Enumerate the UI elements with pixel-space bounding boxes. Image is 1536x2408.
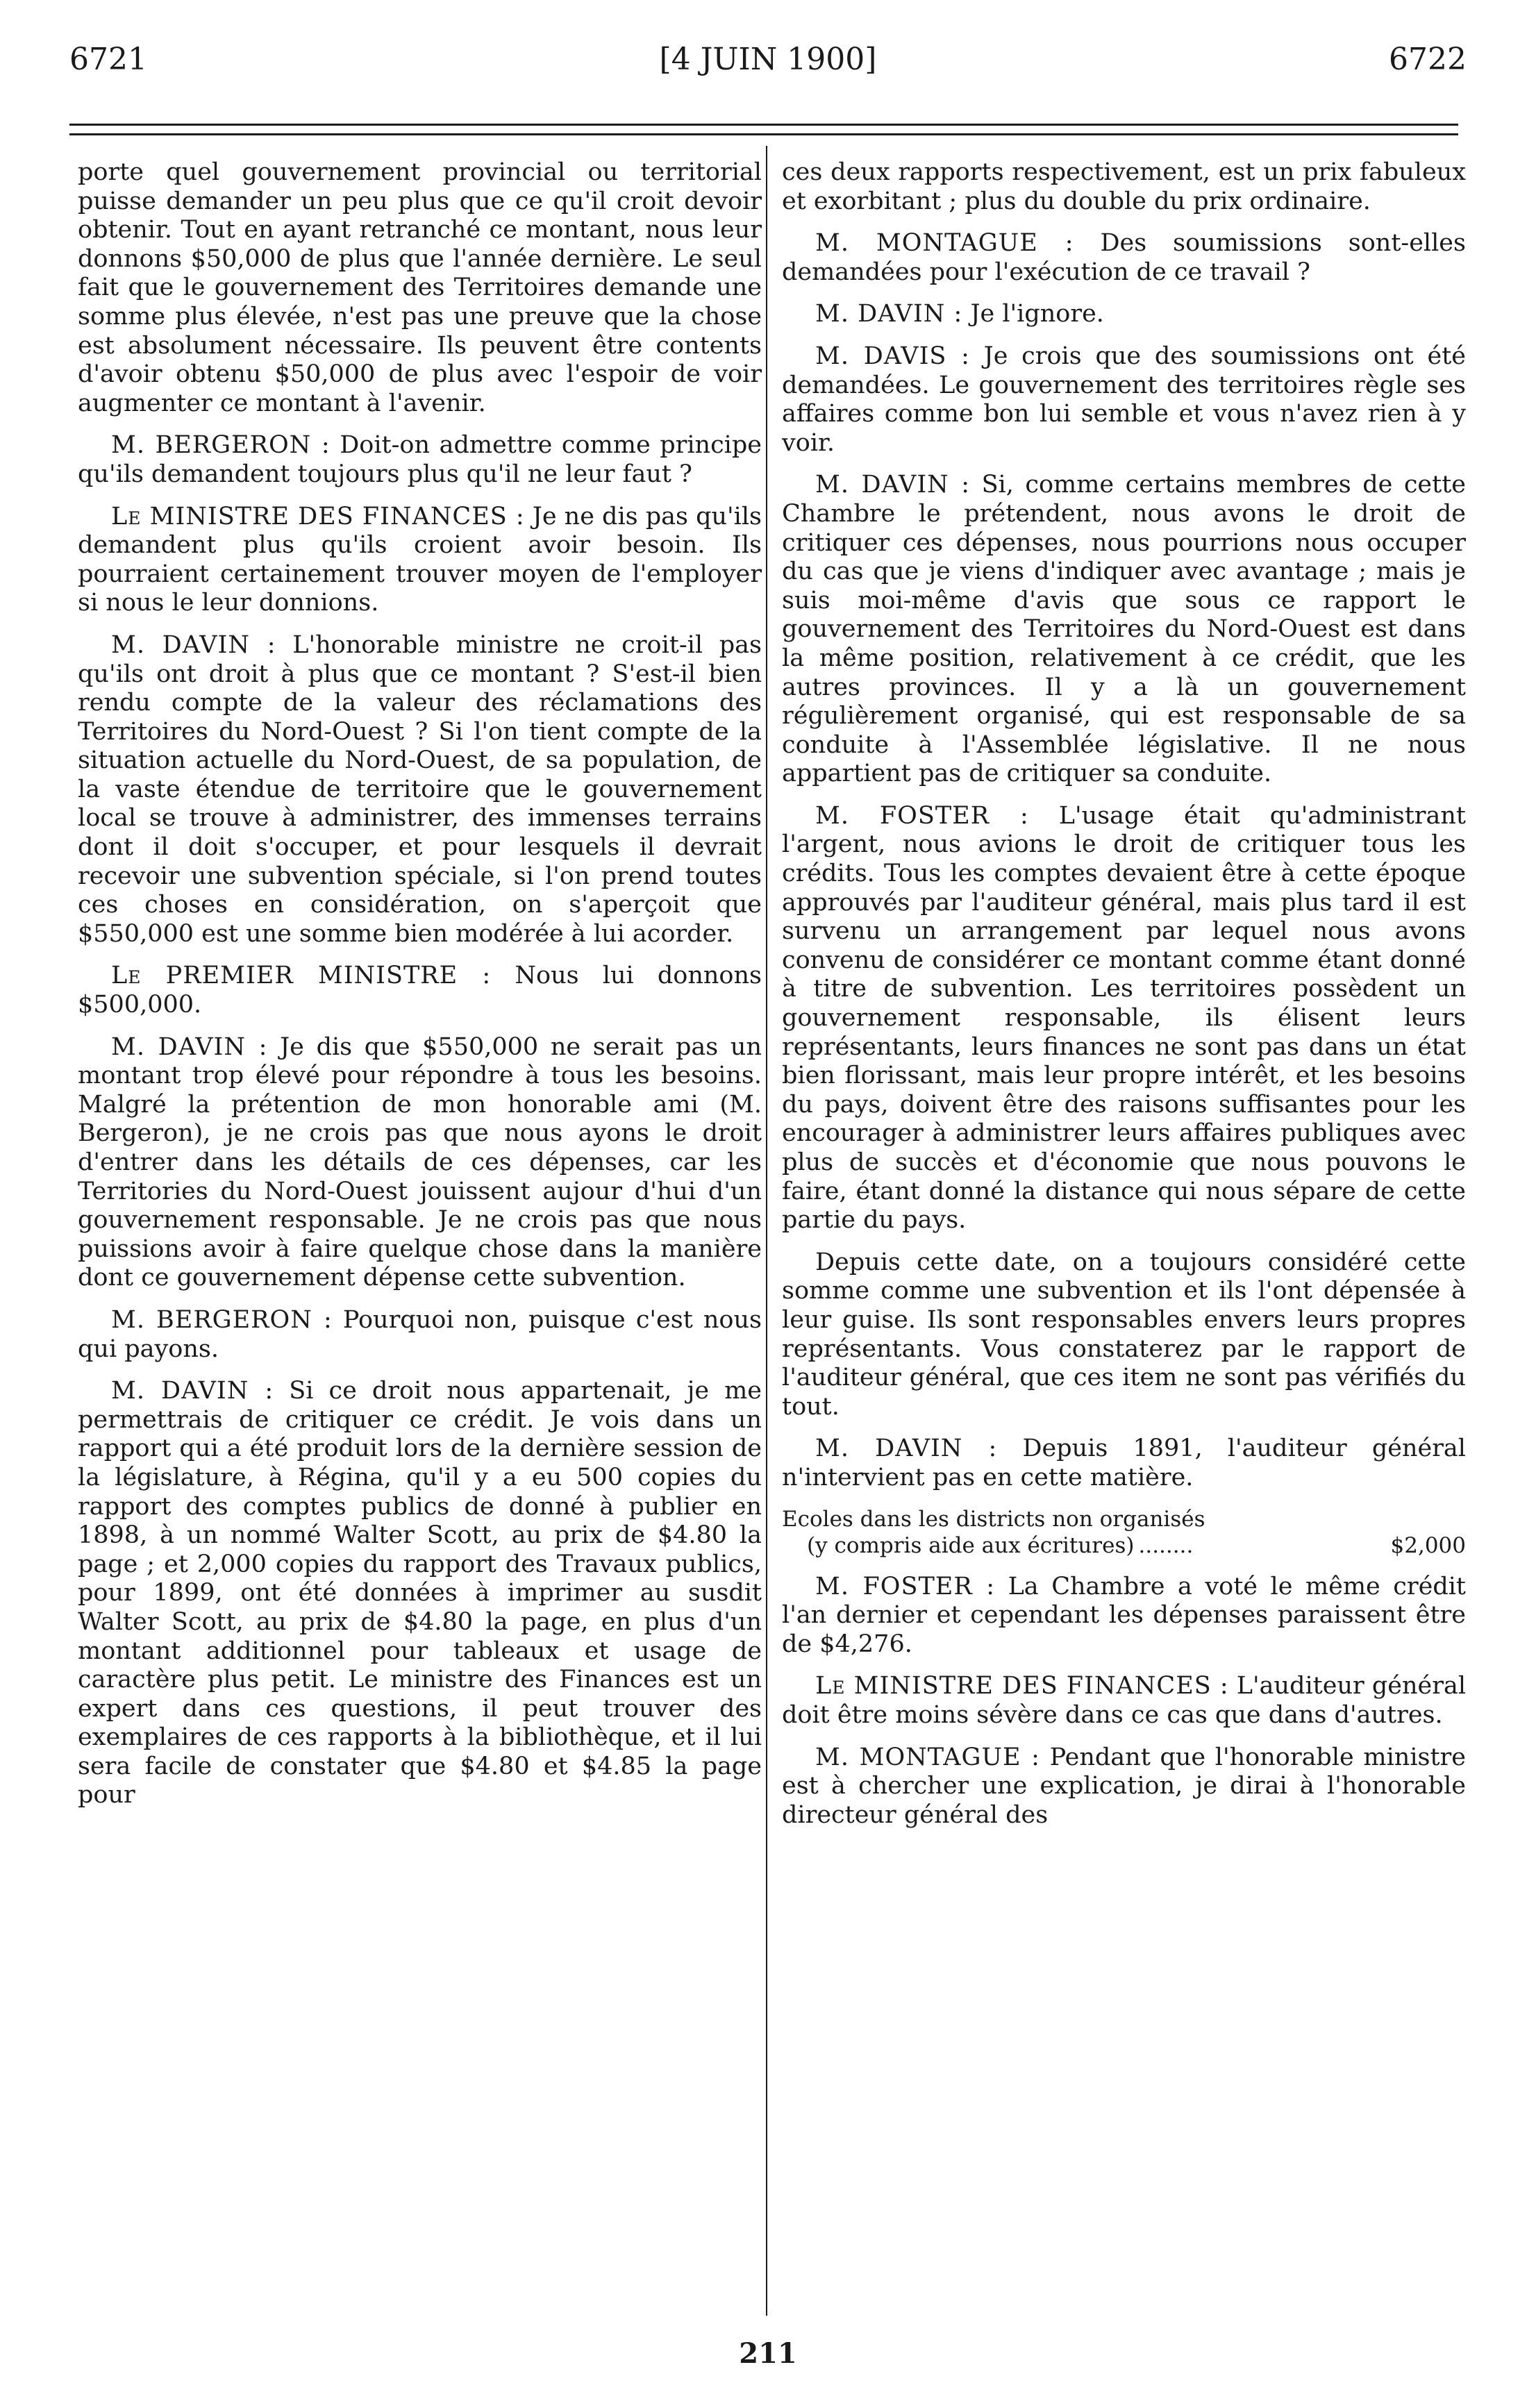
paragraph: M. DAVIN : Depuis 1891, l'auditeur général n'intervient pas en cette matière.	[782, 1435, 1466, 1491]
paragraph: M. DAVIN : Je l'ignore.	[815, 300, 1104, 328]
paragraph: Le PREMIER MINISTRE : Nous lui donnons $500,000.	[78, 962, 762, 1019]
paragraph: Le MINISTRE DES FINANCES : Je ne dis pas qu'ils demandent plus qu'ils croient avoir besoin. Ils pourraient certainement trouver moyen de l'employer si nous le leur donnions.	[78, 502, 762, 617]
right-page-number: 6722	[1389, 42, 1467, 77]
speaker-name: M. FOSTER :	[815, 801, 1029, 830]
left-page-number: 6721	[69, 42, 147, 77]
paragraph: M. FOSTER : L'usage était qu'administrant l'argent, nous avions le droit de critiquer tous les crédits. Tous les comptes devaient être à cette époque approuvés par l'auditeur général, mais plus tard il est survenu un arrangement par lequel nous avons convenu de considérer ce montant comme étant donné à titre de subvention. Les territoires possèdent un gouvernement responsable, ils élisent leurs représentants, leurs finances ne sont pas dans un état bien florissant, mais leur propre intérêt, et les besoins du pays, doivent être des raisons suffisantes pour les encourager à administrer leurs affaires publiques avec plus de succès et d'économie que nous pouvons le faire, étant donné la distance qui nous sépare de cette partie du pays.	[782, 801, 1466, 1235]
speaker-name: Le MINISTRE DES FINANCES :	[815, 1672, 1229, 1700]
speaker-name: Le MINISTRE DES FINANCES :	[111, 502, 525, 530]
paragraph: Le MINISTRE DES FINANCES : L'auditeur général doit être moins sévère dans ce cas que dans d'autres.	[782, 1672, 1467, 1729]
paragraph: M. BERGERON : Doit-on admettre comme principe qu'ils demandent toujours plus qu'il ne leur faut ?	[78, 431, 762, 488]
header-rule-top	[69, 124, 1458, 126]
paragraph: M. DAVIN : Si ce droit nous appartenait, je me permettrais de critiquer ce crédit. Je vois dans un rapport qui a été produit lors de la dernière session de la législature, à Régina, qu'il y a eu 500 copies du rapport des comptes publics de donné à publier en 1898, à un nommé Walter Scott, au prix de $4.80 la page ; et 2,000 copies du rapport des Travaux publics, pour 1899, ont été données à imprimer au susdit Walter Scott, au prix de $4.80 la page, en plus d'un montant additionnel pour tableaux et usage de caractère plus petit. Le ministre des Finances est un expert dans ces questions, il peut trouver des exemplaires de ces rapports à la bibliothèque, et il lui sera facile de constater que $4.80 et $4.85 la page pour	[78, 1377, 762, 1809]
speaker-name: M. DAVIS :	[815, 342, 970, 370]
header-date: [4 JUIN 1900]	[659, 42, 877, 77]
speaker-name: M. DAVIN :	[111, 1032, 268, 1061]
speaker-name: Le PREMIER MINISTRE :	[111, 962, 492, 990]
paragraph: M. BERGERON : Pourquoi non, puisque c'est nous qui payons.	[78, 1305, 762, 1363]
page-header	[69, 42, 1467, 90]
paragraph: M. DAVIN : L'honorable ministre ne croit-il pas qu'ils ont droit à plus que ce montant ? S'est-il bien rendu compte de la valeur des réclamations des Territoires du Nord-Ouest ? Si l'on tient compte de la situation actuelle du Nord-Ouest, de sa population, de la vaste étendue de territoire que le gouvernement local se trouve à administrer, des immenses terrains dont il doit s'occuper, et pour lesquels il devrait recevoir une subvention spéciale, si l'on prend toutes ces choses en considération, on s'aperçoit que $550,000 est une somme bien modérée à lui acorder.	[78, 630, 762, 948]
speaker-name: M. DAVIN :	[815, 1435, 998, 1463]
speaker-name: M. DAVIN :	[815, 471, 971, 499]
speaker-name: M. DAVIN :	[815, 300, 963, 328]
paragraph: M. DAVIN : Si, comme certains membres de cette Chambre le prétendent, nous avons le droit de critiquer ces dépenses, nous pourrions nous occuper du cas que je viens d'indiquer avec avantage ; mais je suis moi-même d'avis que sous ce rapport le gouvernement des Territoires du Nord-Ouest est dans la même position, relativement à ce crédit, que les autres provinces. Il y a là un gouvernement régulièrement organisé, qui est responsable de sa conduite à l'Assemblée législative. Il ne nous appartient pas de critiquer sa conduite.	[782, 471, 1466, 788]
paragraph: M. MONTAGUE : Des soumissions sont-elles demandées pour l'exécution de ce travail ?	[782, 229, 1466, 286]
speaker-name: M. DAVIN :	[111, 1377, 274, 1405]
budget-item-dots: ........	[1138, 1532, 1194, 1558]
budget-item-detail	[782, 1532, 1466, 1559]
right-column	[782, 158, 1466, 1843]
paragraph: M. DAVIN : Je dis que $550,000 ne serait pas un montant trop élevé pour répondre à tous les besoins. Malgré la prétention de mon honorable ami (M. Bergeron), je ne crois pas que nous ayons le droit d'entrer dans les détails de ces dépenses, car les Territories du Nord-Ouest jouissent aujour d'hui d'un gouvernement responsable. Je ne crois pas que nous puissions avoir à faire quelque chose dans la manière dont ce gouvernement dépense cette subvention.	[78, 1032, 762, 1292]
paragraph: ces deux rapports respectivement, est un prix fabuleux et exorbitant ; plus du double du prix ordinaire.	[782, 158, 1466, 215]
speaker-name: M. MONTAGUE :	[815, 229, 1074, 258]
speaker-name: M. BERGERON :	[111, 431, 331, 460]
budget-item-subtitle: (y compris aide aux écritures)	[807, 1532, 1135, 1558]
paragraph: M. MONTAGUE : Pendant que l'honorable ministre est à chercher une explication, je dirai à l'honorable directeur général des	[782, 1743, 1467, 1829]
speaker-name: M. BERGERON :	[111, 1305, 333, 1334]
budget-item-title: Ecoles dans les districts non organisés	[782, 1506, 1205, 1532]
budget-item-amount: $2,000	[1390, 1532, 1466, 1558]
paragraph: Depuis cette date, on a toujours considéré cette somme comme une subvention et ils l'ont dépensée à leur guise. Ils sont responsables envers leurs propres représentants. Vous constaterez par le rapport de l'auditeur général, que ces item ne sont pas vérifiés du tout.	[782, 1248, 1466, 1421]
column-divider	[766, 146, 767, 2316]
speaker-name: M. DAVIN :	[111, 630, 276, 659]
paragraph: porte quel gouvernement provincial ou territorial puisse demander un peu plus que ce qu'il croit devoir obtenir. Tout en ayant retranché ce montant, nous leur donnons $50,000 de plus que l'année dernière. Le seul fait que le gouvernement des Territoires demande une somme plus élevée, n'est pas une preuve que la chose est absolument nécessaire. Ils peuvent être contents d'avoir obtenu $50,000 de plus avec l'espoir de voir augmenter ce montant à l'avenir.	[78, 158, 762, 417]
paragraph: M. DAVIS : Je crois que des soumissions ont été demandées. Le gouvernement des territoires règle ses affaires comme bon lui semble et vous n'avez rien à y voir.	[782, 342, 1466, 457]
left-column	[78, 158, 762, 1823]
speaker-name: M. FOSTER :	[815, 1572, 996, 1600]
speaker-name: M. MONTAGUE :	[815, 1743, 1040, 1771]
paragraph: M. FOSTER : La Chambre a voté le même crédit l'an dernier et cependant les dépenses paraissent être de $4,276.	[782, 1572, 1466, 1658]
budget-item	[782, 1506, 1466, 1559]
header-rule-bottom	[69, 133, 1458, 135]
page-footer-number: 211	[739, 2337, 797, 2370]
